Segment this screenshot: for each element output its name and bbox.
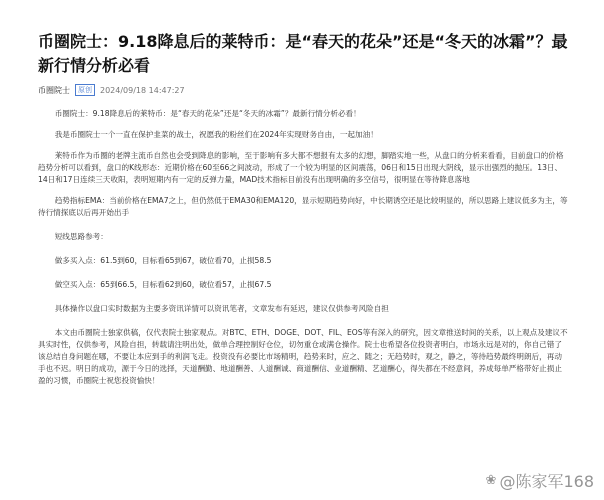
- paragraph: 具体操作以盘口实时数据为主要多资讯详情可以资讯笔者，文章发布有延迟，建议仅供参考风险自担: [54, 304, 389, 313]
- watermark-text: @陈家军168: [499, 472, 594, 491]
- article-title: 币圈院士：9.18降息后的莱特币：是“春天的花朵”还是“冬天的冰霜”？最新行情分析必看: [38, 32, 568, 75]
- original-badge: 原创: [75, 84, 95, 96]
- paragraph: 做空买入点：65到66.5，目标看62到60，破位看57，止损67.5: [54, 280, 272, 289]
- paragraph: 莱特币作为币圈的老牌主流币自然也会受到降息的影响，至于影响有多大都不想报有太多的幻想，脚踏实地一些，从盘口的分析来看看，目前盘口的价格趋势分析可以看到，盘口的K线形态：近期价格在60至66之间波动，形成了一个较为明显的区间震荡，06日和15日出现大阴线，显示出强烈的抛压。13日、14日和17日连续三天收阳，表明短期内有一定的反弹力量，MAD技术指标目前没有出现明确的多空信号，很明显在等待降息落地: [38, 151, 564, 184]
- paragraph: 币圈院士：9.18降息后的莱特币：是“春天的花朵”还是“冬天的冰霜”？最新行情分析必看！: [54, 109, 361, 118]
- paragraph: 趋势指标EMA：当前价格在EMA7之上，但仍然低于EMA30和EMA120，显示短期趋势向好，中长期诱空还是比较明显的，所以思路上建议低多为主，等待行情探底以后再开始出手: [38, 196, 568, 217]
- watermark: [486, 469, 594, 492]
- paragraph: 短线思路参考：: [54, 232, 108, 241]
- article-meta: [38, 84, 185, 96]
- paragraph: 本文由币圈院士独家供稿，仅代表院士独家观点。对BTC、ETH、DOGE、DOT、FIL、EOS等有深入的研究，因文章推送时间的关系，以上观点及建议不具实时性，仅供参考，风险自担，转载请注明出处，做单合理控制好仓位，切勿重仓或满仓操作。院士也希望各位投资者明白，市场永远是对的，你自己错了该总结自身问题在哪，不要让本应到手的利润飞走。投资没有必要比市场精明，趋势来时，应之、随之；无趋势时，观之，静之，等待趋势最终明朗后，再动手也不迟。明日的成功，源于今日的选择，天道酬勤、地道酬善、人道酬诚、商道酬信、业道酬精、艺道酬心，得失都在不经意间，养成每单严格带好止损止盈的习惯，币圈院士祝您投资愉快！: [38, 328, 568, 385]
- article-body: [38, 108, 568, 387]
- author-name[interactable]: 币圈院士: [38, 85, 70, 95]
- paw-icon: ❀: [485, 473, 497, 488]
- paragraph: 我是币圈院士一个一直在保护韭菜的战士，祝愿我的粉丝们在2024年实现财务自由，一起加油！: [54, 130, 378, 139]
- paragraph: 做多买入点：61.5到60，目标看65到67，破位看70，止损58.5: [54, 256, 272, 265]
- publish-date: 2024/09/18 14:47:27: [100, 85, 185, 95]
